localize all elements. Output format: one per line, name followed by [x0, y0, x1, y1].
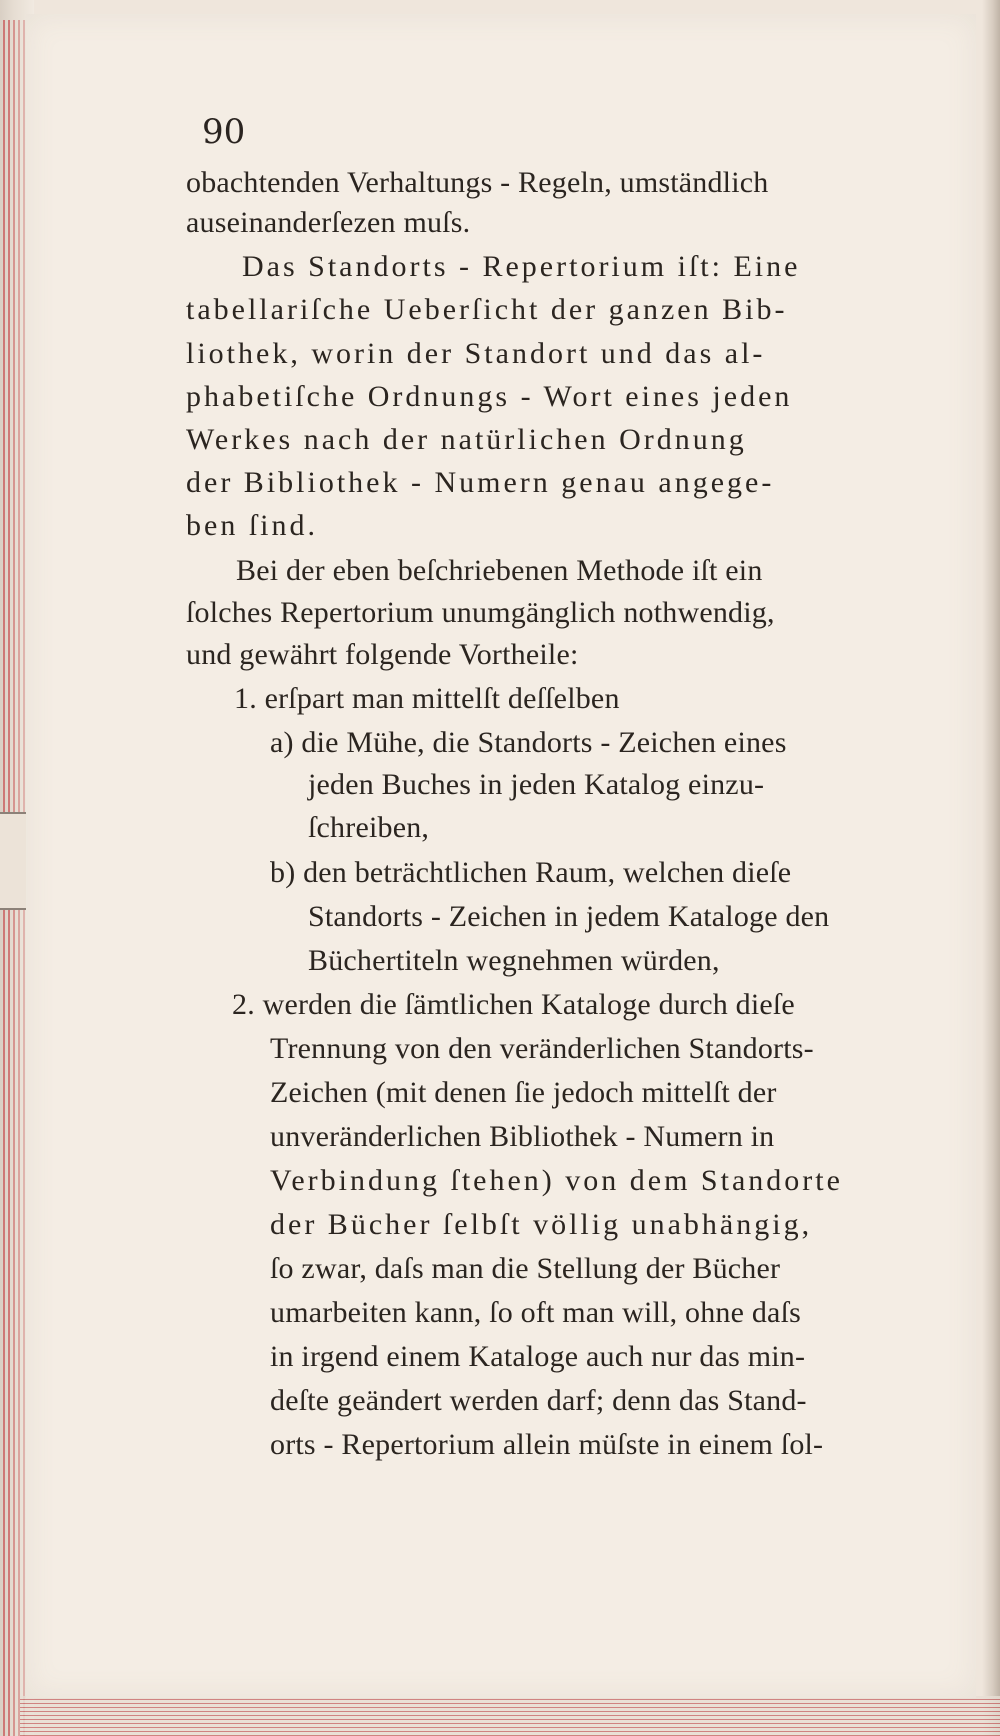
text-line: und gewährt folgende Vortheile:	[186, 638, 579, 671]
text-line: phabetiſche Ordnungs - Wort eines jeden	[186, 380, 793, 413]
text-line: Werkes nach der natürlichen Ordnung	[186, 423, 747, 456]
text-line: jeden Buches in jeden Katalog einzu-	[308, 768, 765, 801]
text-line: deſte geändert werden darf; denn das Stand-	[270, 1384, 807, 1417]
page-number: 90	[202, 112, 246, 152]
bottom-page-edges	[20, 1696, 1000, 1736]
text-line: orts - Repertorium allein müſste in einem ſol-	[270, 1428, 824, 1461]
text-line: Standorts - Zeichen in jedem Kataloge den	[308, 900, 830, 933]
text-line: unveränderlichen Bibliothek - Numern in	[270, 1120, 775, 1153]
page-sheet	[26, 14, 976, 1698]
text-line: auseinanderſezen muſs.	[186, 206, 471, 239]
text-line: ſolches Repertorium unumgänglich nothwendig,	[186, 596, 775, 629]
text-line: Büchertiteln wegnehmen würden,	[308, 944, 720, 977]
text-line: der Bücher ſelbſt völlig unabhängig,	[270, 1208, 813, 1241]
text-line: ſchreiben,	[308, 811, 430, 844]
text-line: Das Standorts - Repertorium iſt: Eine	[242, 250, 801, 283]
text-line: der Bibliothek - Numern genau angege-	[186, 466, 775, 499]
text-line: in irgend einem Kataloge auch nur das min-	[270, 1340, 806, 1373]
list-item-1: 1. erſpart man mittelſt deſſelben	[234, 682, 620, 715]
text-line: ben ſind.	[186, 509, 318, 542]
text-line: ſo zwar, daſs man die Stellung der Bücher	[270, 1252, 781, 1285]
right-page-edge	[982, 0, 1000, 1736]
list-item-2: 2. werden die ſämtlichen Kataloge durch dieſe	[232, 988, 795, 1021]
list-item-b: b) den beträchtlichen Raum, welchen dieſe	[270, 856, 792, 889]
text-line: umarbeiten kann, ſo oft man will, ohne daſs	[270, 1296, 801, 1329]
text-line: Zeichen (mit denen ſie jedoch mittelſt der	[270, 1076, 777, 1109]
text-line: Bei der eben beſchriebenen Methode iſt ein	[236, 554, 763, 587]
text-line: Verbindung ſtehen) von dem Standorte	[270, 1164, 843, 1197]
text-line: obachtenden Verhaltungs - Regeln, umständlich	[186, 166, 769, 199]
list-item-a: a) die Mühe, die Standorts - Zeichen eines	[270, 726, 787, 759]
text-line: liothek, worin der Standort und das al-	[186, 337, 766, 370]
text-line: Trennung von den veränderlichen Standorts-	[270, 1032, 814, 1065]
text-line: tabellariſche Ueberſicht der ganzen Bib-	[186, 293, 788, 326]
